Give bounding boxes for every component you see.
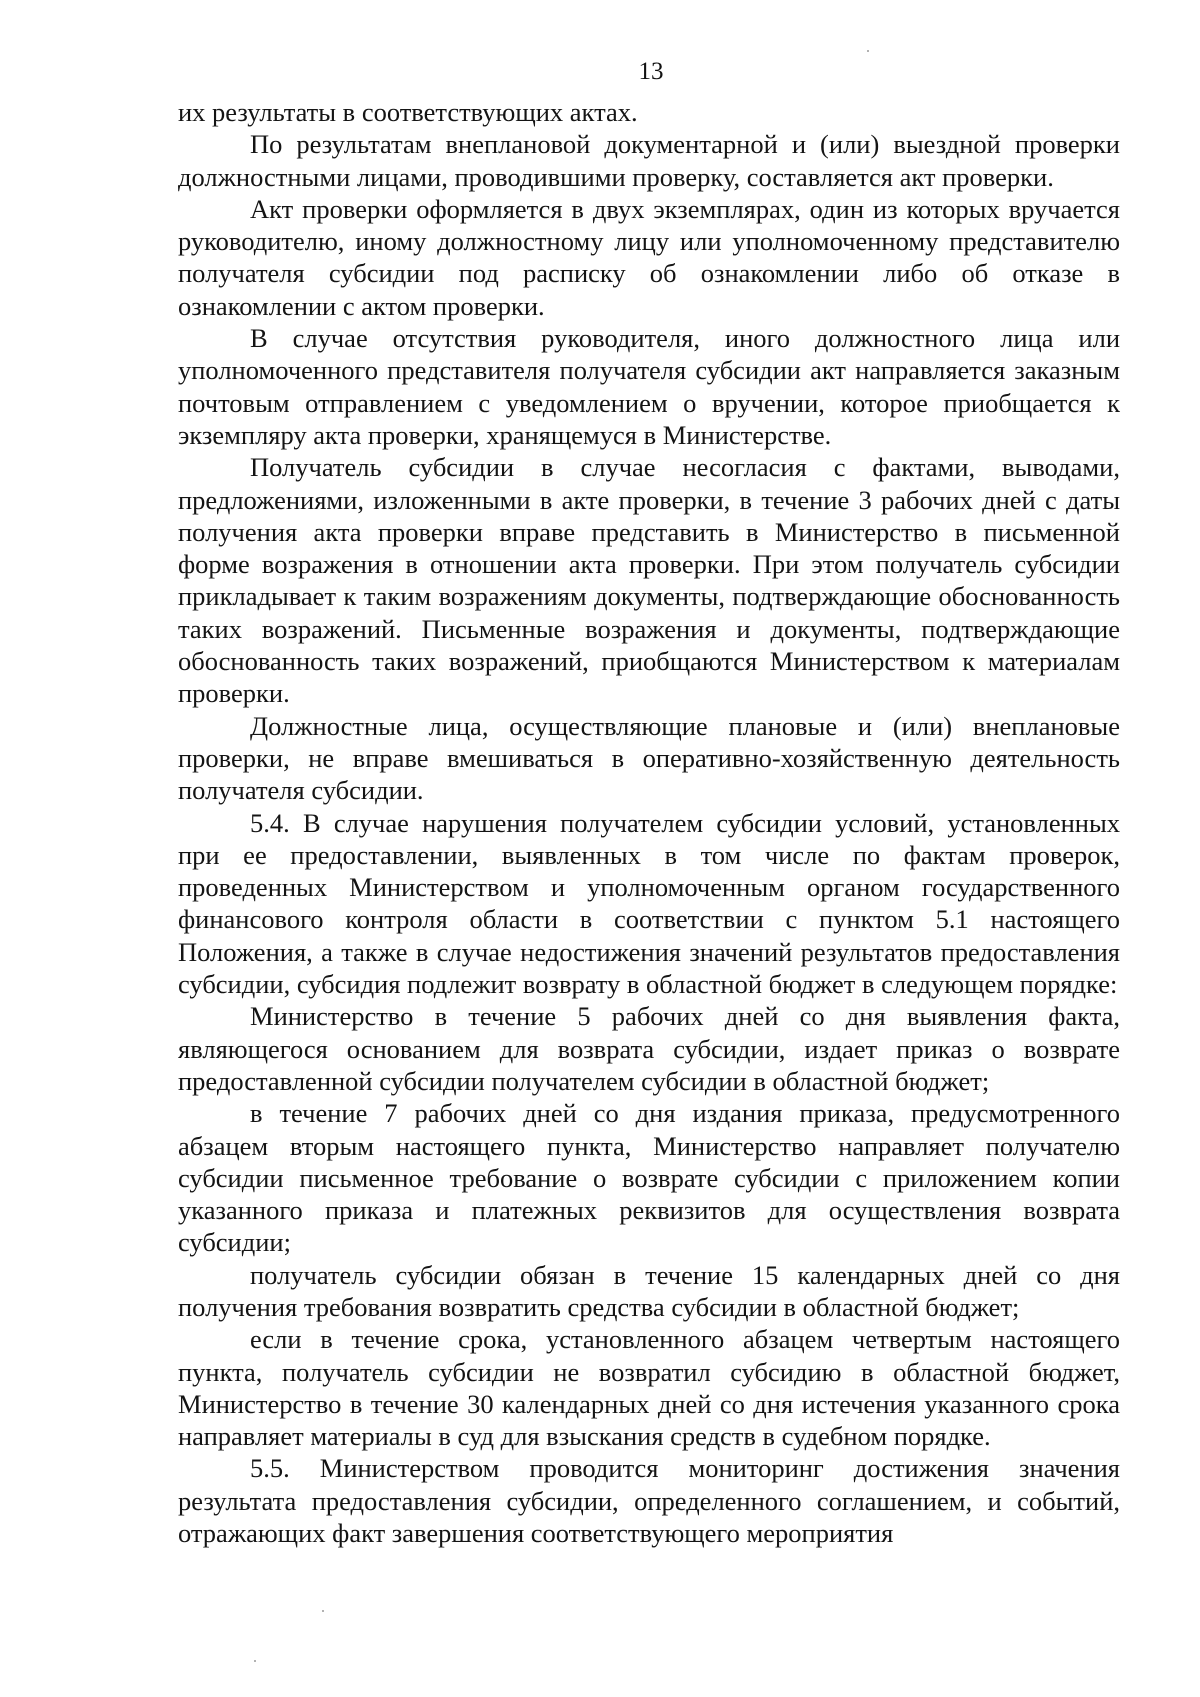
paragraph-return-deadline: получатель субсидии обязан в течение 15 календарных дней со дня получения требования возвратить средства субсидии в областной бюджет;: [178, 1259, 1120, 1322]
paragraph-court-referral: если в течение срока, установленного абзацем четвертым настоящего пункта, получатель субсидии не возвратил субсидию в областной бюджет, Министерство в течение 30 календарных дней со дня истечения указанного срока направляет материалы в суд для взыскания средств в судебном порядке.: [178, 1324, 1120, 1452]
scan-speck: [322, 1610, 324, 1612]
paragraph-continuation: их результаты в соответствующих актах.: [178, 97, 638, 127]
paragraph-5-5: 5.5. Министерством проводится мониторинг достижения значения результата предоставления субсидии, определенного соглашением, и событий, отражающих факт завершения соответствующего мероприятия: [178, 1453, 1120, 1549]
page-number: 13: [638, 58, 664, 85]
paragraph-ministry-order: Министерство в течение 5 рабочих дней со дня выявления факта, являющегося основанием для возврата субсидии, издает приказ о возврате предоставленной субсидии получателем субсидии в областной бюджет;: [178, 1001, 1120, 1096]
paragraph-act-copies: Акт проверки оформляется в двух экземплярах, один из которых вручается руководителю, иному должностному лицу или уполномоченному представителю получателя субсидии под расписку об ознакомлении либо об отказе в ознакомлении с актом проверки.: [178, 193, 1120, 321]
paragraph-written-demand: в течение 7 рабочих дней со дня издания приказа, предусмотренного абзацем вторым настоящего пункта, Министерство направляет получателю субсидии письменное требование о возврате субсидии с приложением копии указанного приказа и платежных реквизитов для осуществления возврата субсидии;: [178, 1098, 1120, 1258]
paragraph-objections: Получатель субсидии в случае несогласия с фактами, выводами, предложениями, изложенными в акте проверки, в течение 3 рабочих дней с даты получения акта проверки вправе представить в Министерство в письменной форме возражения в отношении акта проверки. При этом получатель субсидии прикладывает к таким возражениям документы, подтверждающие обоснованность таких возражений. Письменные возражения и документы, подтверждающие обоснованность таких возражений, приобщаются Министерством к материалам проверки.: [178, 452, 1120, 709]
document-body: [178, 96, 1120, 1549]
paragraph-5-4: 5.4. В случае нарушения получателем субсидии условий, установленных при ее предоставлении, выявленных в том числе по фактам проверок, проведенных Министерством и уполномоченным органом государственного финансового контроля области в соответствии с пунктом 5.1 настоящего Положения, а также в случае недостижения значений результатов предоставления субсидии, субсидия подлежит возврату в областной бюджет в следующем порядке:: [178, 807, 1120, 1000]
paragraph-unscheduled-inspection-act: По результатам внеплановой документарной и (или) выездной проверки должностными лицами, проводившими проверку, составляется акт проверки.: [178, 129, 1120, 192]
paragraph-absence-of-head: В случае отсутствия руководителя, иного должностного лица или уполномоченного представителя получателя субсидии акт направляется заказным почтовым отправлением с уведомлением о вручении, которое приобщается к экземпляру акта проверки, хранящемуся в Министерстве.: [178, 323, 1120, 450]
scan-speck: [867, 50, 869, 52]
scan-speck: [254, 1660, 256, 1662]
paragraph-officials-restriction: Должностные лица, осуществляющие плановые и (или) внеплановые проверки, не вправе вмешиваться в оперативно-хозяйственную деятельность получателя субсидии.: [178, 710, 1120, 806]
